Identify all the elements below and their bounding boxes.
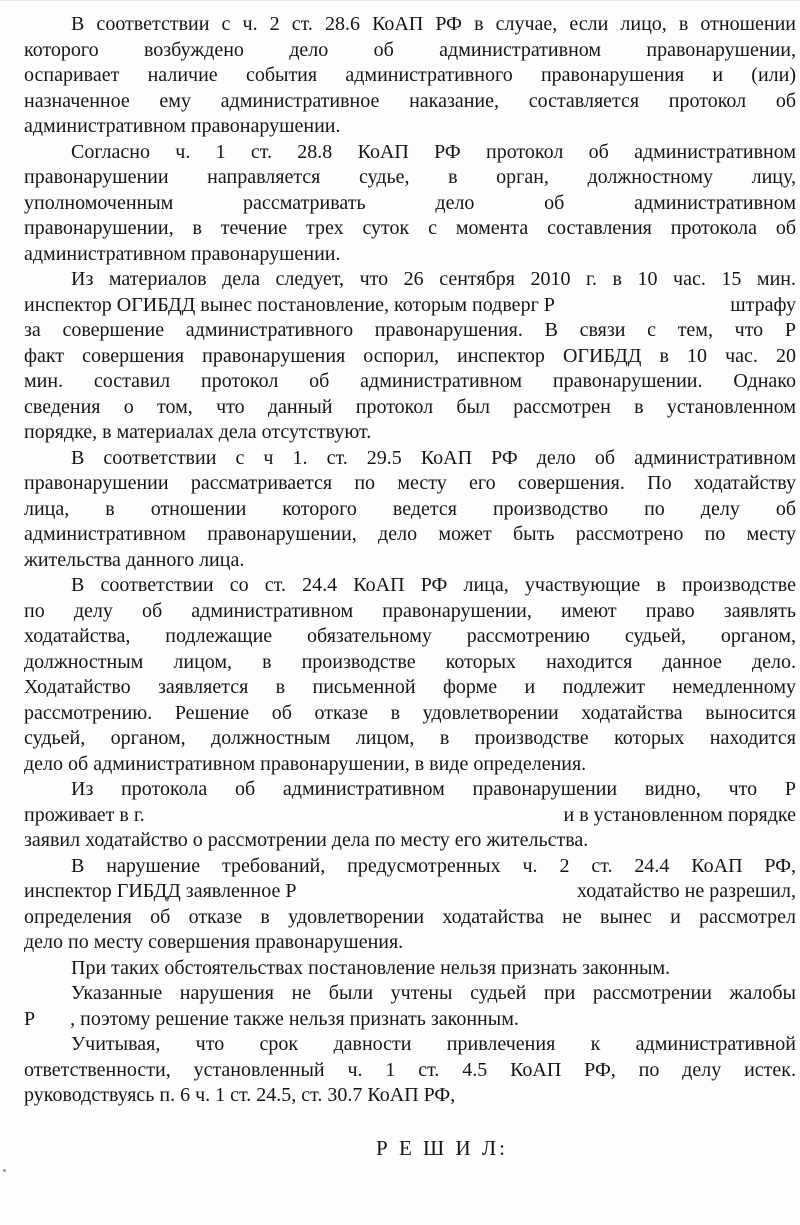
text-line: порядке, в материалах дела отсутствуют. bbox=[24, 421, 372, 443]
document-body bbox=[24, 12, 796, 1109]
paragraph bbox=[24, 777, 796, 854]
text-line: В соответствии с ч. 2 ст. 28.6 КоАП РФ в случае, если лицо, в отношении bbox=[71, 13, 796, 35]
text-line: руководствуясь п. 6 ч. 1 ст. 24.5, ст. 30.7 КоАП РФ, bbox=[24, 1084, 456, 1106]
paragraph bbox=[24, 140, 796, 268]
text-line: рассмотрению. Решение об отказе в удовлетворении ходатайства выносится bbox=[24, 701, 796, 724]
redaction-gap bbox=[35, 1024, 70, 1025]
text-line: определения об отказе в удовлетворении ходатайства не вынес и рассмотрел bbox=[24, 905, 796, 928]
text-segment: ходатайство не разрешил, bbox=[576, 880, 796, 902]
text-line: Из материалов дела следует, что 26 сентября 2010 г. в 10 час. 15 мин. bbox=[71, 268, 796, 290]
text-segment: и в установленном порядке bbox=[563, 803, 796, 826]
text-segment: инспектор ОГИБДД вынес постановление, которым подверг Р bbox=[24, 293, 555, 316]
paragraph bbox=[24, 956, 796, 982]
text-line: административном правонарушении. bbox=[24, 115, 341, 137]
paragraph bbox=[24, 573, 796, 777]
text-line: должностным лицом, в производстве которых находится данное дело. bbox=[24, 650, 796, 673]
text-line: уполномоченным рассматривать дело об административном bbox=[24, 191, 796, 214]
text-line: ответственности, установленный ч. 1 ст. 4.5 КоАП РФ, по делу истек. bbox=[24, 1058, 796, 1081]
text-line: Согласно ч. 1 ст. 28.8 КоАП РФ протокол об административном bbox=[71, 140, 796, 163]
paragraph bbox=[24, 446, 796, 574]
text-segment: инспектор ГИБДД заявленное Р bbox=[24, 880, 297, 902]
text-line: В соответствии с ч 1. ст. 29.5 КоАП РФ дело об административном bbox=[71, 446, 796, 469]
text-line: факт совершения правонарушения оспорил, инспектор ОГИБДД в 10 час. 20 bbox=[24, 344, 796, 367]
text-line: ходатайства, подлежащие обязательному рассмотрению судьей, органом, bbox=[24, 625, 796, 647]
text-segment: штрафу bbox=[730, 293, 796, 316]
text-line: В нарушение требований, предусмотренных ч. 2 ст. 24.4 КоАП РФ, bbox=[71, 854, 796, 877]
text-line: лица, в отношении которого ведется производство по делу об bbox=[24, 497, 796, 520]
text-line bbox=[24, 293, 796, 319]
text-line: жительства данного лица. bbox=[24, 548, 245, 571]
text-line bbox=[24, 879, 796, 905]
text-line: сведения о том, что данный протокол был рассмотрен в установленном bbox=[24, 395, 796, 418]
text-line: правонарушении рассматривается по месту его совершения. По ходатайству bbox=[24, 472, 796, 494]
decision-heading: Р Е Ш И Л: bbox=[376, 1135, 508, 1160]
text-line: оспаривает наличие события административного правонарушения и (или) bbox=[24, 64, 796, 86]
text-line: правонарушении направляется судье, в орган, должностному лицу, bbox=[24, 166, 796, 188]
text-line: которого возбуждено дело об административном правонарушении, bbox=[24, 38, 796, 61]
text-line bbox=[24, 803, 796, 829]
paragraph bbox=[24, 12, 796, 140]
text-line: Ходатайство заявляется в письменной форме и подлежит немедленному bbox=[24, 676, 796, 698]
text-line: по делу об административном правонарушении, имеют право заявлять bbox=[24, 599, 796, 622]
paragraph bbox=[24, 1032, 796, 1109]
text-line: мин. составил протокол об административном правонарушении. Однако bbox=[24, 370, 796, 392]
text-line: При таких обстоятельствах постановление нельзя признать законным. bbox=[71, 956, 671, 979]
paragraph bbox=[24, 267, 796, 446]
text-line: Указанные нарушения не были учтены судьей при рассмотрении жалобы bbox=[71, 982, 796, 1004]
text-line: административном правонарушении. bbox=[24, 242, 341, 265]
text-line: заявил ходатайство о рассмотрении дела по месту его жительства. bbox=[24, 829, 589, 851]
text-line: за совершение административного правонарушения. В связи с тем, что Р bbox=[24, 319, 796, 341]
text-line: назначенное ему административное наказание, составляется протокол об bbox=[24, 89, 796, 112]
text-line: Учитывая, что срок давности привлечения к административной bbox=[71, 1033, 796, 1055]
scan-artifact bbox=[3, 1169, 6, 1172]
text-line: Р , поэтому решение также нельзя признать законным. bbox=[24, 1007, 519, 1030]
text-line: Из протокола об административном правонарушении видно, что Р bbox=[71, 778, 796, 800]
paragraph bbox=[24, 981, 796, 1032]
text-line: дело об административном правонарушении, в виде определения. bbox=[24, 752, 587, 775]
text-line: дело по месту совершения правонарушения. bbox=[24, 931, 404, 953]
text-line: судьей, органом, должностным лицом, в производстве которых находится bbox=[24, 727, 796, 749]
text-line: административном правонарушении, дело может быть рассмотрено по месту bbox=[24, 523, 796, 545]
text-segment: проживает в г. bbox=[24, 803, 145, 826]
text-line: В соответствии со ст. 24.4 КоАП РФ лица, участвующие в производстве bbox=[71, 574, 796, 596]
paragraph bbox=[24, 854, 796, 956]
text-line: правонарушении, в течение трех суток с момента составления протокола об bbox=[24, 217, 796, 239]
